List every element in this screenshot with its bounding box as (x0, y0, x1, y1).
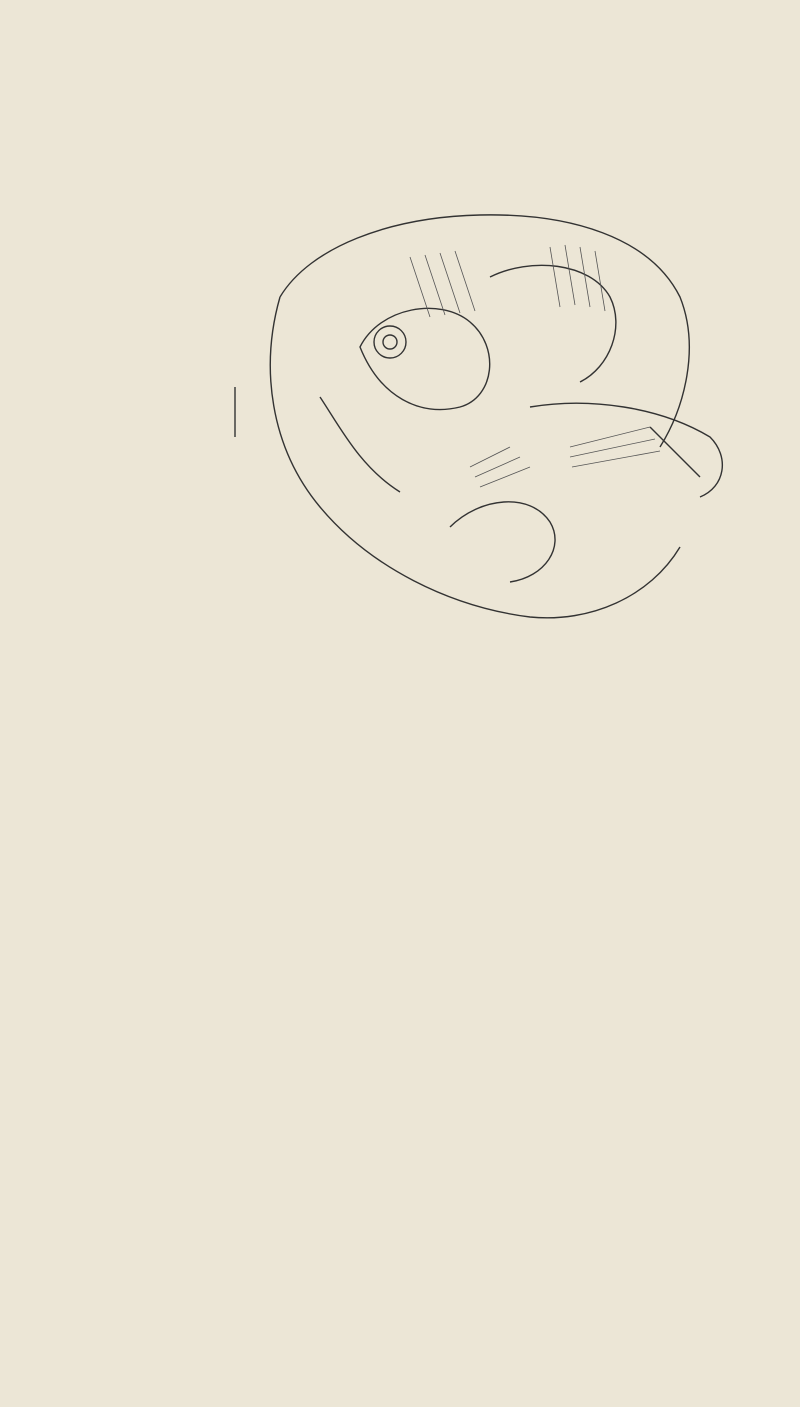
outline-bottom (270, 297, 680, 618)
head-region (360, 308, 490, 409)
embryo-engraving (230, 147, 740, 647)
limb-bud (450, 502, 555, 582)
dorsal-curve (490, 265, 616, 382)
eye-lens (383, 335, 397, 349)
allantois-line (650, 427, 700, 477)
hatching-tail (570, 427, 660, 467)
hatching-head (410, 251, 475, 317)
hatching-dorsal (550, 245, 605, 311)
figure-351 (230, 147, 740, 647)
outline-top (280, 215, 689, 447)
hatching-body (470, 447, 530, 487)
inner-fold (320, 397, 400, 492)
eye-vesicle (374, 326, 406, 358)
tail-loop (530, 403, 722, 497)
